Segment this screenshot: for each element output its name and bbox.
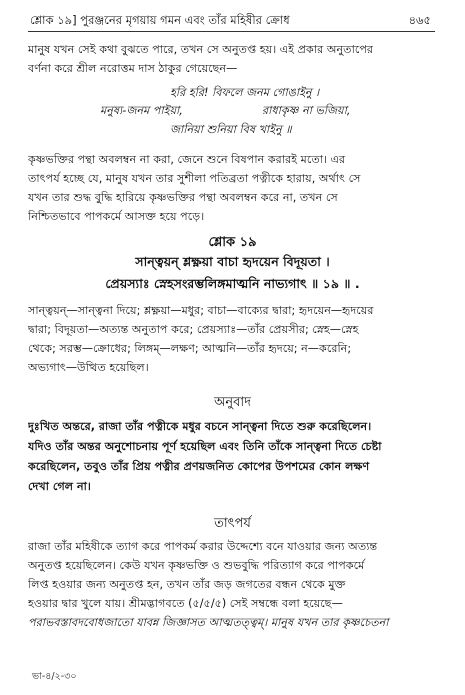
text-line: হওয়ার দ্বার খুলে যায়। শ্রীমদ্ভাগবতে (৫/৫/৫) সেই সম্বন্ধে বলা হয়েছে—	[28, 597, 343, 610]
signature-mark: ভা-৪/২-৩০	[32, 671, 77, 682]
text-line: মানুষ যখন সেই কথা বুঝতে পারে, তখন সে অনুতপ্ত হয়। এই প্রকার অনুতাপের	[28, 43, 374, 56]
verse-line-2: প্রেয়স্যাঃ স্নেহসংরম্ভলিঙ্গমাত্মনি নাভ্যগাৎ ॥ ১৯ ॥ .	[105, 276, 360, 291]
song-line-2a: মনুষ্য-জনম পাইয়া,	[100, 104, 183, 117]
page-number: ৪৬৫	[408, 13, 431, 27]
text-line: দ্বারা; বিদূয়তা—অত্যন্ত অনুতাপ করে; প্রেয়স্যাঃ—তাঁর প্রেয়সীর; স্নেহ—স্নেহ	[28, 323, 359, 336]
text-line: অনুতপ্ত হয়েছিলেন। কেউ যখন কৃষ্ণভক্তি ও শুভবুদ্ধি পরিত্যাগ করে পাপকর্মে	[28, 559, 365, 572]
text-line: রাজা তাঁর মহিষীকে ত্যাগ করে পাপকর্ম করার উদ্দেশ্যে বনে যাওয়ার জন্য অত্যন্ত	[28, 540, 378, 553]
commentary-paragraph	[28, 150, 438, 226]
purport-heading: তাৎপর্য	[214, 516, 251, 531]
verse-title: শ্লোক ১৯	[208, 235, 257, 250]
text-line: করেছিলেন, তবুও তাঁর প্রিয় পত্নীর প্রণয়জনিত কোপের উপশমের কোন লক্ষণ	[28, 460, 370, 473]
synonyms-paragraph	[28, 301, 438, 377]
text-line: লিপ্ত হওয়ার জন্য অনুতপ্ত হন, তখন তাঁর জড় জগতের বন্ধন থেকে মুক্ত	[28, 578, 346, 591]
header-divider	[28, 31, 435, 32]
text-line: অভ্যগাৎ—উত্থিত হয়েছিল।	[28, 361, 149, 374]
text-line: বর্ণনা করে শ্রীল নরোত্তম দাস ঠাকুর গেয়েছেন—	[28, 62, 238, 75]
text-line: দুঃখিত অন্তরে, রাজা তাঁর পত্নীকে মধুর বচনে সান্ত্বনা দিতে শুরু করেছিলেন।	[28, 420, 372, 433]
text-line: দেখা গেল না।	[28, 480, 91, 493]
translation-paragraph	[28, 417, 438, 497]
intro-paragraph	[28, 40, 438, 78]
text-line: থেকে; সরম্ভ—ক্রোধের; লিঙ্গম্—লক্ষণ; আত্মনি—তাঁর হৃদয়ে; ন—করেনি;	[28, 342, 352, 355]
text-line: যদিও তাঁর অন্তর অনুশোচনায় পূর্ণ হয়েছিল এবং তিনি তাঁকে সান্ত্বনা দিতে চেষ্টা	[28, 440, 382, 453]
song-line-1: হরি হরি! বিফলে জনম গোঙাইনু ।	[170, 86, 320, 99]
text-line: যখন তার শুদ্ধ বুদ্ধি হারিয়ে কৃষ্ণভক্তির পন্থা অবলম্বন করে না, তখন সে	[28, 191, 338, 204]
text-line: কৃষ্ণভক্তির পন্থা অবলম্বন না করা, জেনে শুনে বিষপান করারই মতো। এর	[28, 153, 346, 166]
song-line-3: জানিয়া শুনিয়া বিষ খাইনু ॥	[170, 123, 292, 136]
song-line-2b: রাধাকৃষ্ণ না ভজিয়া,	[262, 104, 351, 117]
text-line: সান্ত্বয়ন্—সান্ত্বনা দিয়ে; শ্লক্ষ্ণয়া—মধুর; বাচা—বাক্যের দ্বারা; হৃদয়েন—হৃদয়ের	[28, 304, 374, 317]
running-header-title: শ্লোক ১৯] পুরঞ্জনের মৃগয়ায় গমন এবং তাঁর মহিষীর ক্রোধ	[30, 13, 290, 27]
translation-heading: অনুবাদ	[214, 395, 251, 410]
text-line: তাৎপর্য হচ্ছে যে, মানুষ যখন তার সুশীলা পতিব্রতা পত্নীকে হারায়, অর্থাৎ সে	[28, 172, 361, 185]
text-line: পরাভবস্তাবদবোধজাতো যাবন্ন জিজ্ঞাসত আত্মতত্ত্বম্। মানুষ যখন তার কৃষ্ণচেতনা	[28, 616, 389, 629]
purport-paragraph	[28, 537, 438, 632]
text-line: নিশ্চিতভাবে পাপকর্মে আসক্ত হয়ে পড়ে।	[28, 210, 205, 223]
verse-line-1: সান্ত্বয়ন্ শ্লক্ষ্ণয়া বাচা হৃদয়েন বিদূয়তা ।	[135, 254, 330, 269]
